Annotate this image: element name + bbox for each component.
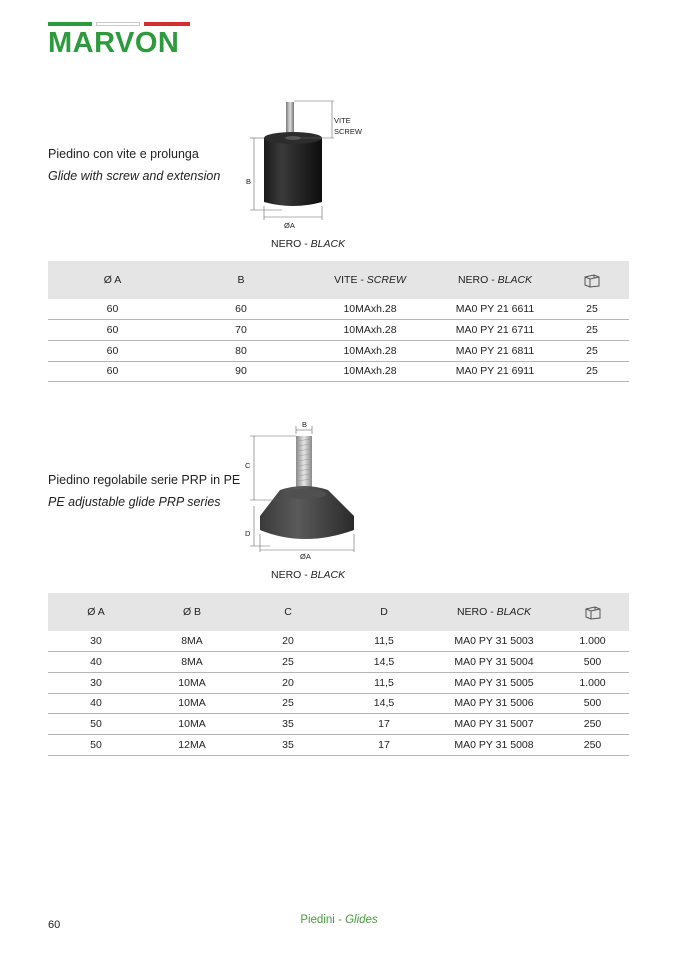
table-cell: 70	[177, 320, 305, 341]
dim-label-c: C	[245, 461, 251, 470]
table-row	[48, 734, 629, 755]
table-cell: 10MA	[144, 672, 240, 693]
product1-color-label: NERO - BLACK	[271, 238, 346, 250]
table-cell: 30	[48, 631, 144, 652]
col-header-pack	[555, 261, 629, 299]
col-header-diameter-b: Ø B	[144, 593, 240, 631]
table-cell: 14,5	[336, 652, 432, 673]
table-cell: 250	[556, 734, 629, 755]
dim-label-b: B	[246, 177, 252, 186]
col-header-black: NERO - BLACK	[432, 593, 556, 631]
product2-table	[48, 593, 629, 756]
table-cell: 60	[48, 361, 177, 382]
table-cell: 10MAxh.28	[305, 320, 435, 341]
table-row	[48, 340, 629, 361]
flag-stripe-white	[96, 22, 140, 26]
table-cell: 90	[177, 361, 305, 382]
table-row	[48, 361, 629, 382]
table-cell: 20	[240, 631, 336, 652]
brand-logo	[48, 22, 193, 58]
flag-stripe-green	[48, 22, 92, 26]
dim-label-b: B	[302, 420, 308, 429]
page-number: 60	[48, 919, 61, 931]
table-cell: 25	[555, 361, 629, 382]
table-row	[48, 652, 629, 673]
col-header-black: NERO - BLACK	[435, 261, 555, 299]
table-cell: 25	[555, 340, 629, 361]
table-cell: 35	[240, 714, 336, 735]
product1-table	[48, 261, 629, 382]
table-cell: 25	[555, 299, 629, 320]
table-row	[48, 631, 629, 652]
product1-subtitle: Glide with screw and extension	[48, 169, 221, 183]
product1-drawing	[242, 96, 372, 234]
product2-title: Piedino regolabile serie PRP in PE	[48, 473, 241, 487]
product2-color-label: NERO - BLACK	[271, 569, 346, 581]
table-cell: MA0 PY 21 6811	[435, 340, 555, 361]
table-row	[48, 320, 629, 341]
table-cell: 60	[177, 299, 305, 320]
box-icon	[584, 604, 602, 620]
table-cell: 60	[48, 320, 177, 341]
footer-section: Piedini - Glides	[300, 914, 378, 926]
table-cell: 17	[336, 714, 432, 735]
col-header-pack	[556, 593, 629, 631]
col-header-c: C	[240, 593, 336, 631]
table-cell: 40	[48, 652, 144, 673]
table-cell: 12MA	[144, 734, 240, 755]
table-cell: 25	[240, 652, 336, 673]
table-cell: 25	[240, 693, 336, 714]
table-cell: 50	[48, 714, 144, 735]
table-cell: 10MA	[144, 714, 240, 735]
table-cell: 10MA	[144, 693, 240, 714]
product2-subtitle: PE adjustable glide PRP series	[48, 495, 221, 509]
table-cell: MA0 PY 31 5006	[432, 693, 556, 714]
table-cell: 20	[240, 672, 336, 693]
table-cell: 60	[48, 299, 177, 320]
table-cell: 500	[556, 652, 629, 673]
table-cell: MA0 PY 31 5005	[432, 672, 556, 693]
col-header-diameter-a: Ø A	[48, 261, 177, 299]
table-cell: 11,5	[336, 631, 432, 652]
table-cell: 10MAxh.28	[305, 299, 435, 320]
product2-drawing	[240, 416, 365, 566]
col-header-d: D	[336, 593, 432, 631]
table-cell: MA0 PY 21 6711	[435, 320, 555, 341]
dim-label-a: ØA	[300, 552, 311, 561]
col-header-b: B	[177, 261, 305, 299]
table-cell: 35	[240, 734, 336, 755]
table-cell: 25	[555, 320, 629, 341]
table-cell: 1.000	[556, 631, 629, 652]
table-cell: 40	[48, 693, 144, 714]
table-cell: MA0 PY 21 6611	[435, 299, 555, 320]
dim-label-screw-en: SCREW	[334, 127, 362, 136]
table-row	[48, 299, 629, 320]
table-cell: MA0 PY 31 5004	[432, 652, 556, 673]
table-cell: MA0 PY 31 5003	[432, 631, 556, 652]
product1-title: Piedino con vite e prolunga	[48, 147, 199, 161]
table-cell: 1.000	[556, 672, 629, 693]
table-cell: 80	[177, 340, 305, 361]
table-cell: MA0 PY 31 5007	[432, 714, 556, 735]
box-icon	[583, 272, 601, 288]
table-cell: MA0 PY 31 5008	[432, 734, 556, 755]
dim-label-screw: VITE	[334, 116, 351, 125]
glide-body-shape	[264, 138, 322, 206]
table-cell: MA0 PY 21 6911	[435, 361, 555, 382]
table-cell: 10MAxh.28	[305, 361, 435, 382]
table-cell: 8MA	[144, 652, 240, 673]
col-header-screw: VITE - SCREW	[305, 261, 435, 299]
table-cell: 500	[556, 693, 629, 714]
table-header-row	[48, 261, 629, 299]
dim-label-d: D	[245, 529, 251, 538]
table-row	[48, 693, 629, 714]
col-header-diameter-a: Ø A	[48, 593, 144, 631]
dim-label-a: ØA	[284, 221, 295, 230]
table-header-row	[48, 593, 629, 631]
table-cell: 8MA	[144, 631, 240, 652]
table-cell: 50	[48, 734, 144, 755]
table-cell: 14,5	[336, 693, 432, 714]
table-cell: 250	[556, 714, 629, 735]
brand-name: MARVON	[48, 27, 180, 59]
table-cell: 17	[336, 734, 432, 755]
table-row	[48, 672, 629, 693]
flag-stripe-red	[144, 22, 190, 26]
table-cell: 10MAxh.28	[305, 340, 435, 361]
table-row	[48, 714, 629, 735]
table-cell: 60	[48, 340, 177, 361]
table-cell: 30	[48, 672, 144, 693]
table-cell: 11,5	[336, 672, 432, 693]
